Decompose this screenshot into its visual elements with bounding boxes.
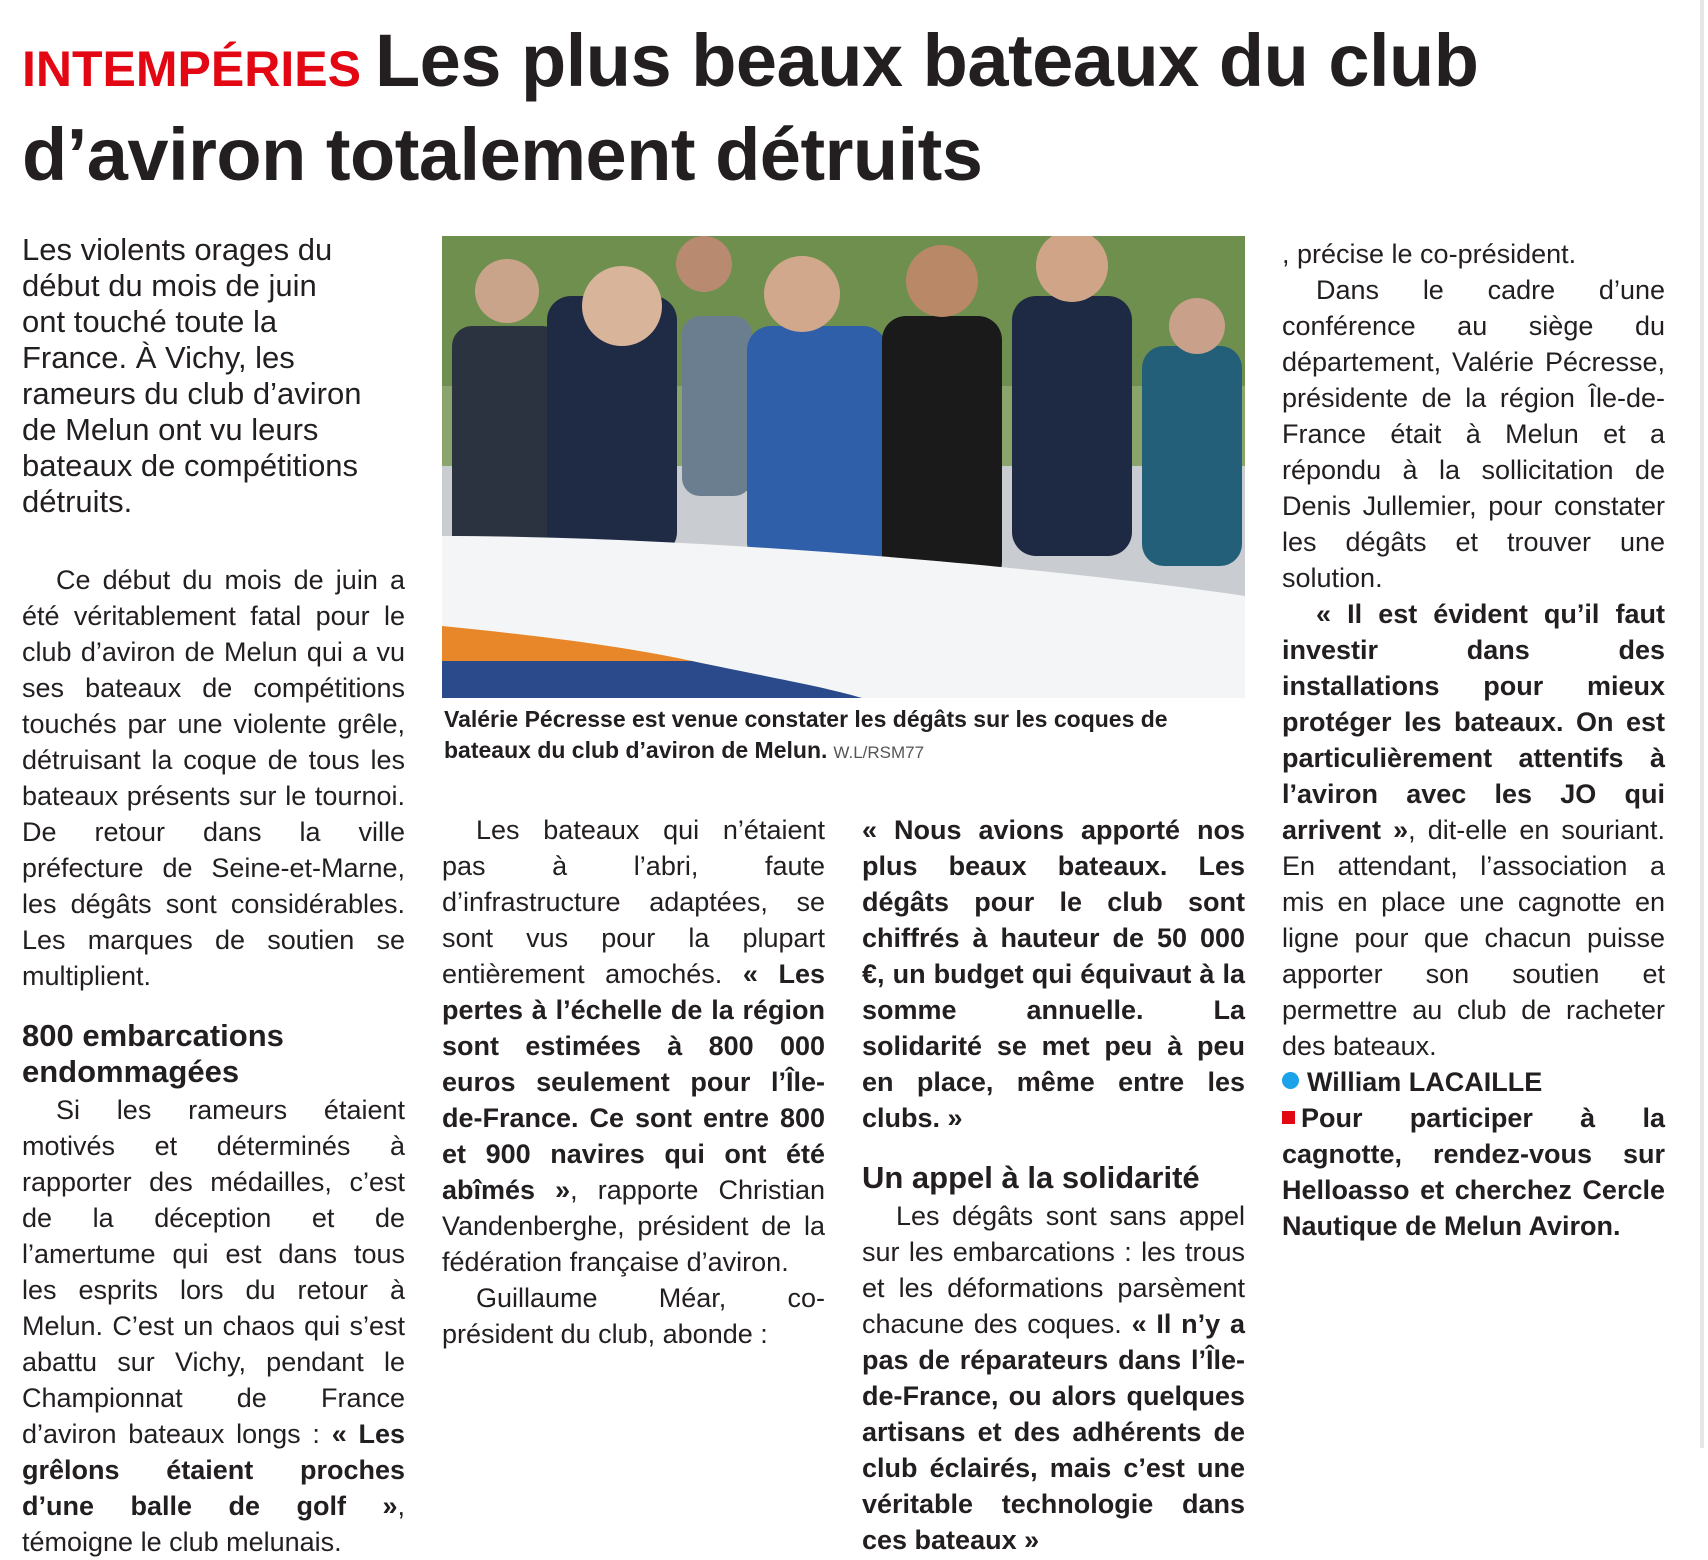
article-author bbox=[1282, 1064, 1665, 1100]
paragraph-3-quote: « Les pertes à l’échelle de la région sont estimées à 800 000 euros seulement pour l’Île-de-France. Ce sont entre 800 et 900 navires qui ont été abîmés » bbox=[442, 959, 826, 1205]
article-photo bbox=[442, 236, 1245, 698]
paragraph-3-attribution: , rapporte Christian Vandenberghe, président de la fédération française d’aviron. bbox=[442, 1175, 825, 1277]
column-1 bbox=[22, 232, 405, 1560]
column-2 bbox=[442, 812, 825, 1352]
paragraph-2-text: Si les rameurs étaient motivés et déterminés à rapporter des médailles, c’est de la déception et de l’amertume qui est dans tous les esprits lors du retour à Melun. C’est un chaos qui s’est abattu sur Vichy, pendant le Championnat de France d’aviron bateaux longs : bbox=[22, 1095, 405, 1449]
info-box bbox=[1282, 1100, 1665, 1244]
article-kicker: INTEMPÉRIES bbox=[22, 41, 361, 97]
subhead-solidarite: Un appel à la solidarité bbox=[862, 1160, 1200, 1195]
paragraph-4-start: Guillaume Méar, co-président du club, abonde : bbox=[442, 1283, 825, 1349]
paragraph-2 bbox=[22, 1092, 405, 1560]
photo-caption-text: Valérie Pécresse est venue constater les dégâts sur les coques de bateaux du club d’aviron de Melun. bbox=[444, 706, 1168, 763]
paragraph-7-text: , dit-elle en souriant. En attendant, l’association a mis en place une cagnotte en ligne pour que chacun puisse apporter son soutien et permettre au club de racheter des bateaux. bbox=[1282, 815, 1665, 1061]
photo-credit: W.L/RSM77 bbox=[833, 743, 925, 762]
blue-dot-icon bbox=[1282, 1072, 1299, 1089]
column-3 bbox=[862, 812, 1245, 1558]
subhead-embarcations: 800 embarcations endommagées bbox=[22, 1018, 284, 1089]
photo-illustration bbox=[442, 236, 1245, 698]
page-edge-rule bbox=[1700, 0, 1704, 1448]
paragraph-3 bbox=[442, 812, 825, 1280]
red-square-icon bbox=[1282, 1111, 1295, 1124]
article-headline bbox=[22, 18, 1672, 198]
paragraph-5-quote: « Il n’y a pas de réparateurs dans l’Île-de-France, ou alors quelques artisans et des adhérents de club éclairés, mais c’est une véritable technologie dans ces bateaux » bbox=[862, 1309, 1245, 1555]
paragraph-5 bbox=[862, 1198, 1245, 1558]
paragraph-7-quote: « Il est évident qu’il faut investir dans des installations pour mieux protéger les bateaux. On est particulièrement attentifs à l’aviron avec les JO qui arrivent » bbox=[1282, 599, 1665, 845]
article-title: Les plus beaux bateaux du club d’aviron totalement détruits bbox=[22, 19, 1479, 196]
article-lead: Les violents orages du début du mois de juin ont touché toute la France. À Vichy, les rameurs du club d’aviron de Melun ont vu leurs bateaux de compétitions détruits. bbox=[22, 232, 362, 519]
paragraph-2-attribution: , témoigne le club melunais. bbox=[22, 1491, 405, 1557]
paragraph-5-text: Les dégâts sont sans appel sur les embarcations : les trous et les déformations parsèment chacune des coques. bbox=[862, 1201, 1245, 1339]
paragraph-7 bbox=[1282, 596, 1665, 1064]
paragraph-2-quote: « Les grêlons étaient proches d’une balle de golf » bbox=[22, 1419, 405, 1521]
paragraph-6: Dans le cadre d’une conférence au siège du département, Valérie Pécresse, présidente de la région Île-de-France était à Melun et a répondu à la sollicitation de Denis Jullemier, pour constater les dégâts et trouver une solution. bbox=[1282, 275, 1665, 593]
paragraph-1: Ce début du mois de juin a été véritablement fatal pour le club d’aviron de Melun qui a vu ses bateaux de compétitions touchés par une violente grêle, détruisant la coque de tous les bateaux présents sur le tournoi. De retour dans la ville préfecture de Seine-et-Marne, les dégâts sont considérables. Les marques de soutien se multiplient. bbox=[22, 565, 405, 991]
author-name: William LACAILLE bbox=[1307, 1067, 1543, 1097]
photo-caption bbox=[444, 704, 1244, 768]
info-box-text: Pour participer à la cagnotte, rendez-vous sur Helloasso et cherchez Cercle Nautique de Melun Aviron. bbox=[1282, 1103, 1665, 1241]
paragraph-3-text: Les bateaux qui n’étaient pas à l’abri, faute d’infrastructure adaptées, se sont vus pour la plupart entièrement amochés. bbox=[442, 815, 825, 989]
paragraph-5-attribution: , précise le co-président. bbox=[1282, 239, 1577, 269]
column-4 bbox=[1282, 236, 1665, 1244]
paragraph-4-quote: « Nous avions apporté nos plus beaux bateaux. Les dégâts pour le club sont chiffrés à hauteur de 50 000 €, un budget qui équivaut à la somme annuelle. La solidarité se met peu à peu en place, même entre les clubs. » bbox=[862, 815, 1245, 1133]
body-text-col1 bbox=[22, 562, 405, 1560]
